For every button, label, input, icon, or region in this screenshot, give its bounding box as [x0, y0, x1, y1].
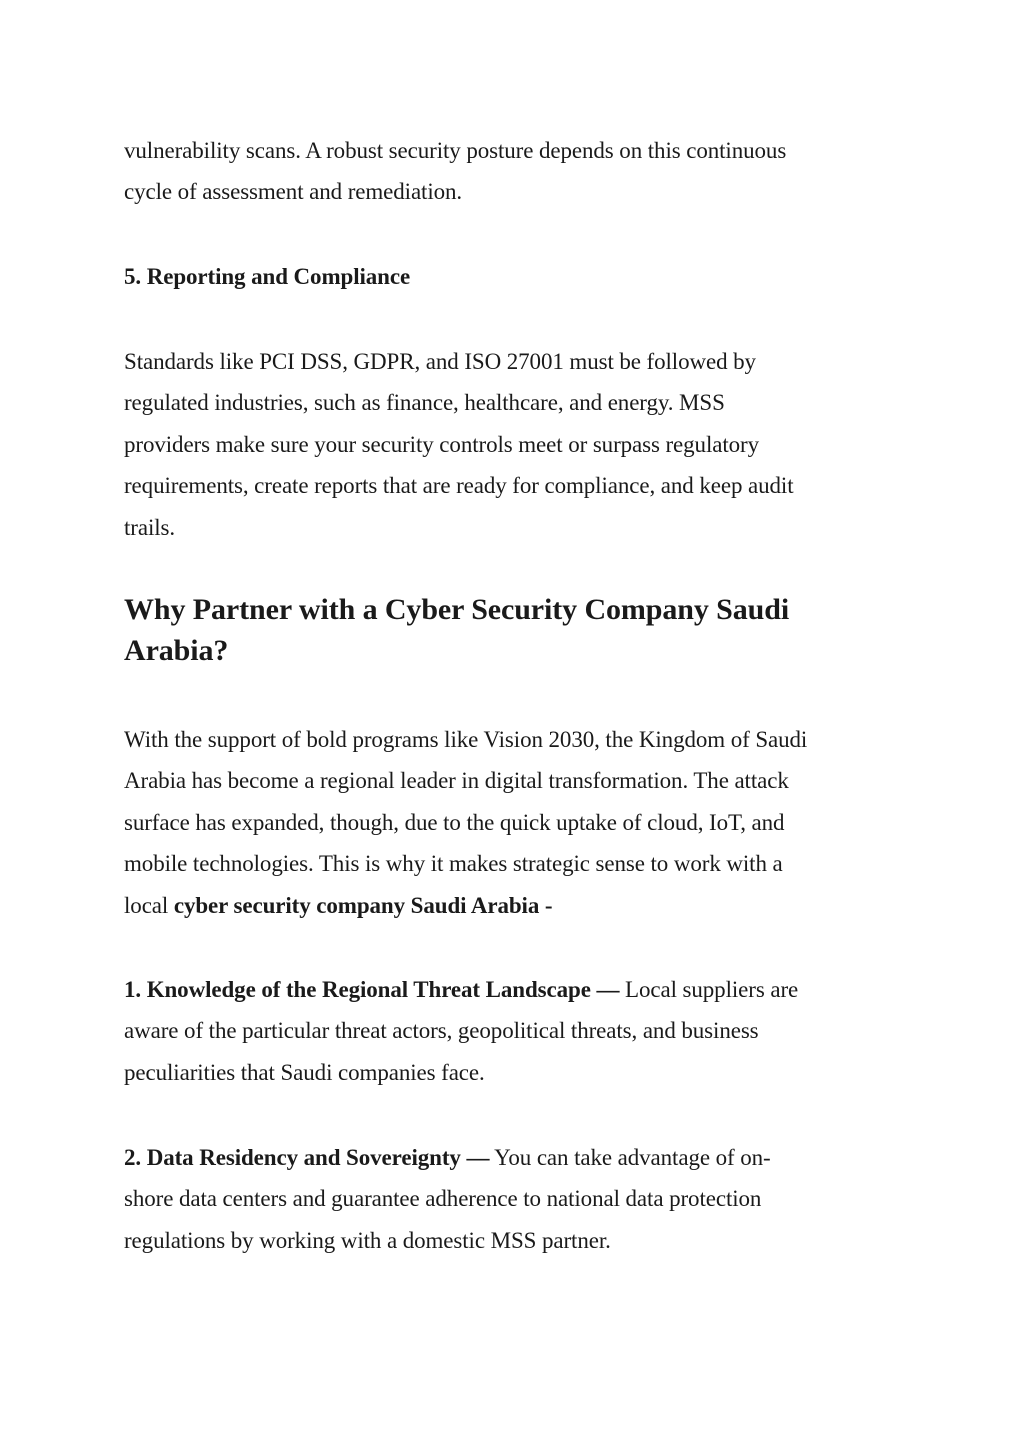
text-line: providers make sure your security controls meet or surpass regulatory: [124, 431, 760, 457]
why-partner-paragraph: [124, 719, 904, 926]
text-line: [124, 1137, 904, 1178]
text-line: Arabia has become a regional leader in digital transformation. The attack: [124, 768, 789, 794]
text-line: shore data centers and guarantee adherence to national data protection: [124, 1186, 762, 1212]
reporting-paragraph: [124, 341, 904, 548]
why-partner-heading: [124, 589, 904, 671]
point-regional-threat: [124, 969, 904, 1093]
text-line: peculiarities that Saudi companies face.: [124, 1059, 485, 1085]
text-line: aware of the particular threat actors, geopolitical threats, and business: [124, 1018, 759, 1044]
text-run: local: [124, 892, 174, 918]
point-data-residency: [124, 1137, 904, 1261]
text-line: requirements, create reports that are ready for compliance, and keep audit: [124, 473, 794, 499]
heading-line: Arabia?: [124, 634, 229, 667]
text-line: vulnerability scans. A robust security posture depends on this continuous: [124, 138, 787, 163]
text-line: trails.: [124, 514, 176, 540]
bold-keyword: cyber security company Saudi Arabia -: [173, 892, 553, 918]
text-line: regulated industries, such as finance, healthcare, and energy. MSS: [124, 390, 725, 416]
text-line: Standards like PCI DSS, GDPR, and ISO 27001 must be followed by: [124, 349, 756, 374]
text-line: mobile technologies. This is why it makes strategic sense to work with a: [124, 851, 783, 877]
text-run: Local suppliers are: [619, 977, 799, 1002]
text-line: cycle of assessment and remediation.: [124, 179, 463, 205]
intro-paragraph: [124, 130, 904, 213]
text-line: regulations by working with a domestic MSS partner.: [124, 1227, 611, 1253]
text-run: You can take advantage of on-: [489, 1145, 771, 1170]
heading-line: Why Partner with a Cyber Security Company Saudi: [124, 593, 790, 626]
section-heading-reporting: 5. Reporting and Compliance: [124, 264, 411, 289]
point-title: 2. Data Residency and Sovereignty —: [124, 1145, 490, 1170]
point-title: 1. Knowledge of the Regional Threat Landscape —: [124, 977, 620, 1002]
text-line: [124, 885, 904, 926]
text-line: [124, 969, 904, 1010]
text-line: surface has expanded, though, due to the quick uptake of cloud, IoT, and: [124, 809, 785, 835]
text-line: With the support of bold programs like Vision 2030, the Kingdom of Saudi: [124, 727, 808, 752]
